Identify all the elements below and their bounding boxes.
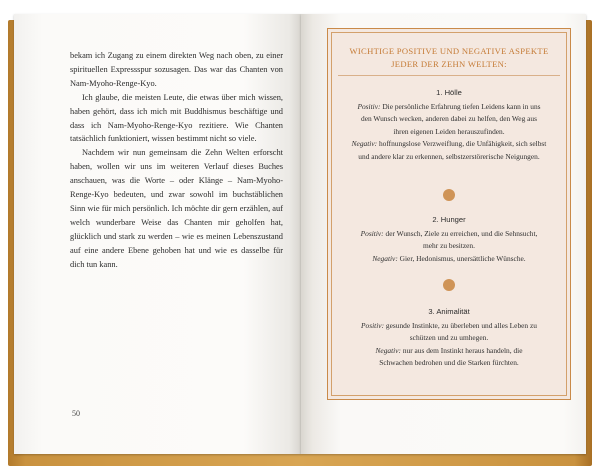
page-number: 50 [72,409,80,418]
section-negative [328,253,570,266]
negative-text: Gier, Hedonismus, unersättliche Wünsche. [399,253,526,263]
section-heading: 1. Hölle [436,88,462,97]
paragraph-1: bekam ich Zugang zu einem direkten Weg nach oben, zu einer spirituellen Expressspur sozusagen. Das war das Chanten von Nam-Myoho-Renge-Kyo. [70,51,283,88]
section-negative [328,138,570,163]
positive-label: Positiv: [357,101,381,111]
box-title [328,45,570,70]
title-rule [338,75,560,76]
positive-text: Die persönliche Erfahrung tiefen Leidens kann in uns den Wunsch wecken, anderen dabei zu helfen, den Weg aus ihren eigenen Leiden herauszufinden. [361,101,541,136]
section-hunger [328,214,570,265]
left-page [14,14,301,454]
section-animalitaet [328,306,570,370]
section-negative [328,345,570,370]
negative-label: Negativ: [375,345,401,355]
section-positive [328,320,570,345]
section-positive [328,228,570,253]
right-page [301,14,586,454]
section-positive [328,101,570,139]
divider-dot [443,189,455,201]
negative-text: hoffnungslose Verzweiflung, die Unfähigkeit, sich selbst und andere klar zu erkennen, selbstzerstörerische Neigungen. [358,139,547,161]
positive-label: Positiv: [360,228,384,238]
section-hoelle [328,87,570,164]
left-page-body [70,49,283,272]
box-title-line-1: WICHTIGE POSITIVE UND NEGATIVE ASPEKTE [349,46,549,56]
negative-label: Negativ: [351,139,378,149]
divider-dot [443,279,455,291]
positive-label: Positiv: [361,320,385,330]
open-book [8,14,592,466]
section-heading: 3. Animalität [428,307,470,316]
paragraph-2: Ich glaube, die meisten Leute, die etwas über mich wissen, haben gehört, dass ich mich mit Buddhismus beschäftige und dass ich Nam-Myoho-Renge-Kyo rezitiere. Wie Chanten tatsächlich funktioniert, wissen bestimmt nicht so viele. [70,92,283,144]
positive-text: der Wunsch, Ziele zu erreichen, und die Sehnsucht, mehr zu besitzen. [385,228,538,251]
negative-label: Negativ: [372,253,398,263]
positive-text: gesunde Instinkte, zu überleben und alles Leben zu schützen und zu umhegen. [385,320,537,343]
section-heading: 2. Hunger [432,215,466,224]
box-title-line-2: JEDER DER ZEHN WELTEN: [391,58,507,69]
info-box [327,28,571,400]
paragraph-3: Nachdem wir nun gemeinsam die Zehn Welten erforscht haben, wollen wir uns im weiteren Verlauf dieses Buches anschauen, was die Worte – oder Klänge – Nam-Myoho-Renge-Kyo bedeuten, und zwar sowohl im buchstäblichen Sinn wie für mich persönlich. Ich möchte dir gern erzählen, auf welch wunderbare Weise das Chanten mir geholfen hat, glücklich und stark zu werden – wie es meinen Lebenszustand auf eine andere Ebene gehoben hat und wie es dasselbe für dich tun kann. [70,148,283,269]
negative-text: nur aus dem Instinkt heraus handeln, die Schwachen bedrohen und die Starken fürchten. [379,345,523,368]
